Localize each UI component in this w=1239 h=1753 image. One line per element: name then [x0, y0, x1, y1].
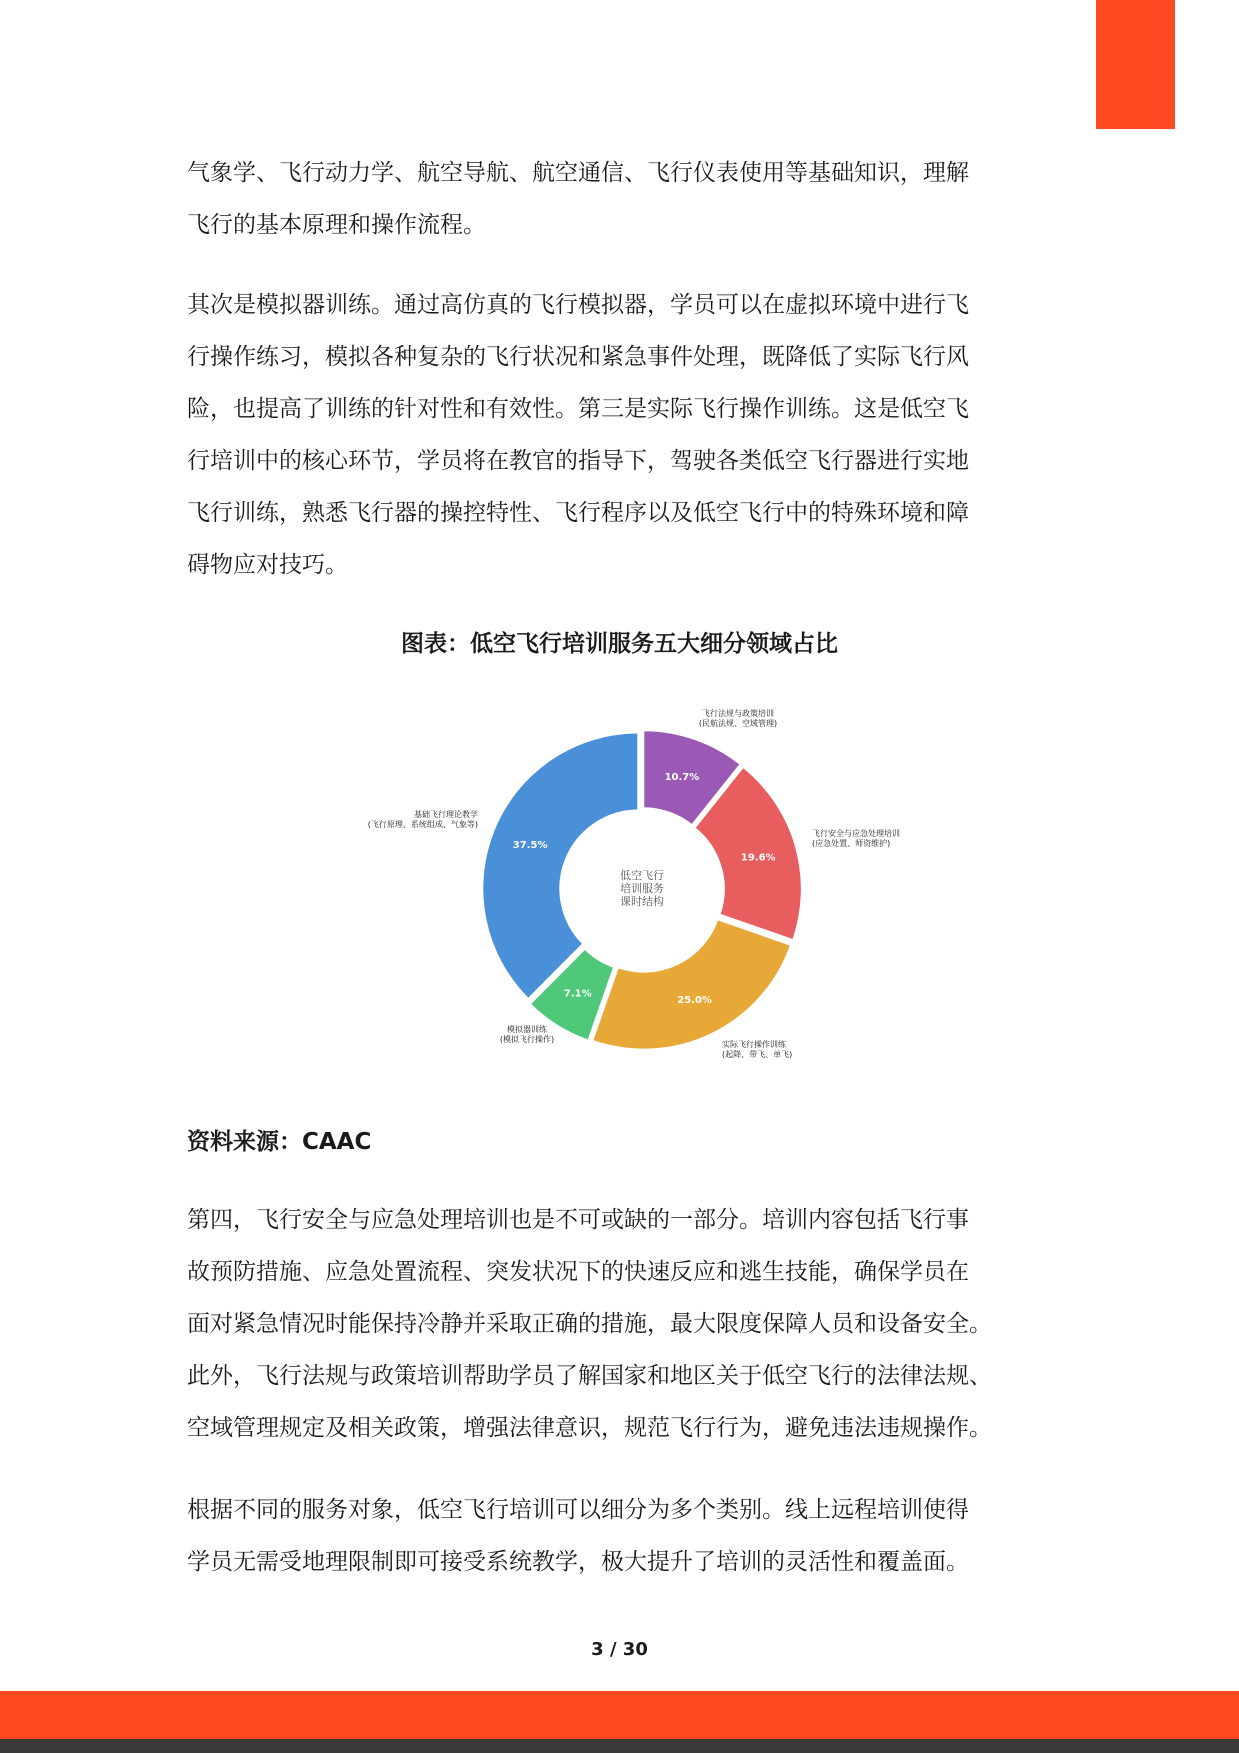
slice-category-label: (民航法规、空域管理): [698, 719, 778, 728]
source-note: 资料来源：CAAC: [187, 1129, 372, 1155]
text-line: 气象学、飞行动力学、航空导航、航空通信、飞行仪表使用等基础知识，理解: [187, 160, 969, 186]
corner-accent-tab: [1096, 0, 1175, 129]
text-line: 故预防措施、应急处置流程、突发状况下的快速反应和逃生技能，确保学员在: [187, 1259, 969, 1285]
text-line: 此外，飞行法规与政策培训帮助学员了解国家和地区关于低空飞行的法律法规、: [187, 1363, 992, 1389]
paragraph-service-categories: [187, 1484, 1057, 1588]
donut-center-label: 低空飞行: [620, 869, 664, 882]
slice-category-label: (飞行原理、系统组成、气象等): [367, 820, 478, 829]
slice-percent-label: 37.5%: [512, 839, 548, 851]
text-line: 飞行的基本原理和操作流程。: [187, 212, 486, 238]
slice-category-label: (起降、带飞、单飞): [722, 1050, 793, 1059]
chart-title: 图表：低空飞行培训服务五大细分领域占比: [401, 631, 838, 657]
footer-band: [0, 1691, 1239, 1739]
paragraph-simulator-and-flight-training: [187, 279, 1057, 591]
slice-percent-label: 10.7%: [664, 771, 700, 783]
text-line: 第四，飞行安全与应急处理培训也是不可或缺的一部分。培训内容包括飞行事: [187, 1207, 969, 1233]
text-line: 面对紧急情况时能保持冷静并采取正确的措施，最大限度保障人员和设备安全。: [187, 1311, 992, 1337]
text-line: 碍物应对技巧。: [187, 552, 348, 578]
slice-category-label: (应急处置、师资维护): [812, 839, 891, 848]
slice-percent-label: 7.1%: [563, 988, 592, 1000]
footer-strip: [0, 1739, 1239, 1753]
text-line: 行操作练习，模拟各种复杂的飞行状况和紧急事件处理，既降低了实际飞行风: [187, 344, 969, 370]
paragraph-safety-and-regulation: [187, 1194, 1057, 1454]
slice-category-label: 模拟器训练: [507, 1025, 547, 1034]
text-line: 行培训中的核心环节，学员将在教官的指导下，驾驶各类低空飞行器进行实地: [187, 448, 969, 474]
text-line: 险，也提高了训练的针对性和有效性。第三是实际飞行操作训练。这是低空飞: [187, 396, 969, 422]
donut-center-label: 课时结构: [620, 895, 664, 908]
slice-percent-label: 25.0%: [677, 994, 712, 1006]
slice-category-label: 实际飞行操作训练: [722, 1040, 786, 1049]
text-line: 飞行训练，熟悉飞行器的操控特性、飞行程序以及低空飞行中的特殊环境和障: [187, 500, 969, 526]
slice-category-label: 基础飞行理论教学: [414, 810, 478, 819]
page-number: 3 / 30: [591, 1639, 648, 1660]
text-line: 其次是模拟器训练。通过高仿真的飞行模拟器，学员可以在虚拟环境中进行飞: [187, 292, 969, 318]
text-line: 学员无需受地理限制即可接受系统教学，极大提升了培训的灵活性和覆盖面。: [187, 1549, 969, 1575]
donut-center-label: 培训服务: [620, 882, 664, 895]
pie-slice: [592, 919, 791, 1049]
slice-category-label: 飞行安全与应急处理培训: [812, 829, 900, 838]
text-line: 根据不同的服务对象，低空飞行培训可以细分为多个类别。线上远程培训使得: [187, 1497, 969, 1523]
pie-slice: [482, 732, 638, 999]
donut-chart: [0, 690, 1239, 1080]
slice-percent-label: 19.6%: [740, 852, 776, 864]
slice-category-label: (模拟飞行操作): [499, 1035, 555, 1044]
paragraph-basic-theory: [187, 147, 1057, 251]
slice-category-label: 飞行法规与政策培训: [702, 709, 774, 718]
text-line: 空域管理规定及相关政策，增强法律意识，规范飞行行为，避免违法违规操作。: [187, 1415, 992, 1441]
